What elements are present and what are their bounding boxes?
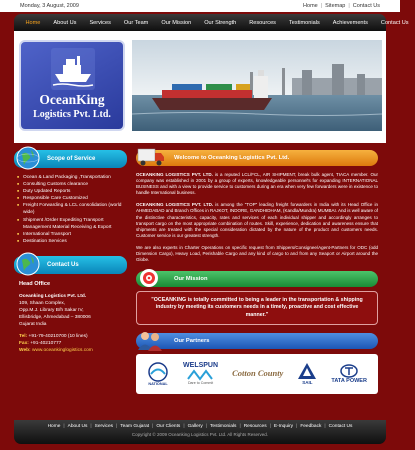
target-icon <box>136 267 166 289</box>
intro-paragraph-3: We are also experts in Charter Operations on specific request from Shippers/Consignee/Agent-Partners for ODC (odd Dimension Cargo), Heavy Load, Perishable Cargo and any kind of cargo to and from any Seaport or Airport around the Globe. <box>136 244 378 263</box>
footer-link-team-gujarat[interactable]: Team Gujarat <box>120 424 150 429</box>
address-line: 109, Shaan Complex, <box>19 300 66 306</box>
tel-label: Tel: <box>19 333 28 339</box>
nav-item-about-us[interactable]: About Us <box>53 19 77 26</box>
service-item[interactable]: ■ Responsible Care Customized <box>14 195 127 202</box>
top-link-home[interactable]: Home <box>303 3 318 9</box>
address-line: Ellisbridge, Ahmedabad – 380006 <box>19 314 91 320</box>
footer-link-contact-us[interactable]: Contact Us <box>328 424 353 429</box>
ship-icon <box>51 48 95 90</box>
contact-details <box>14 281 127 354</box>
services-list <box>14 174 127 245</box>
nav-item-contact-us[interactable]: Contact Us <box>380 19 409 26</box>
separator: | <box>116 424 118 429</box>
welspun-logo-icon <box>186 369 216 381</box>
partner-logo-cotton-county[interactable] <box>232 357 283 391</box>
top-link-contact[interactable]: Contact Us <box>352 3 380 9</box>
footer-link-e-inquiry[interactable]: E-Inquiry <box>273 424 294 429</box>
separator: | <box>320 3 323 9</box>
footer-link-testimonials[interactable]: Testimonials <box>210 424 237 429</box>
mission-title: Our Mission <box>174 276 208 283</box>
separator: | <box>324 424 326 429</box>
footer-link-services[interactable]: Services <box>94 424 114 429</box>
nav-item-our-team[interactable]: Our Team <box>123 19 149 26</box>
service-item[interactable]: ■ Shipment /Order Expediting Transport Management Material Receiving & Export <box>14 217 127 231</box>
company-name: OCEANKING LOGISTICS PVT. LTD. <box>136 172 213 177</box>
partner-logo-sail[interactable] <box>297 357 317 391</box>
sail-logo-icon <box>297 362 317 380</box>
scope-title: Scope of Service <box>47 156 96 162</box>
top-link-sitemap[interactable]: Sitemap <box>325 3 346 9</box>
web-label: Web: <box>19 347 31 353</box>
partners-title: Our Partners <box>174 337 210 344</box>
nav-item-resources[interactable]: Resources <box>249 19 276 26</box>
separator: | <box>269 424 271 429</box>
separator: | <box>183 424 185 429</box>
mission-heading <box>136 271 378 287</box>
fax-value: +91-40210777 <box>30 340 62 346</box>
partner-name: WELSPUN <box>183 362 219 370</box>
partner-logo-welspun[interactable] <box>183 357 218 391</box>
copyright: Copyright © 2009 Oceanking Logistics Pvt. Ltd. All Rights Reserved. <box>131 432 269 437</box>
partners-logos <box>136 354 378 394</box>
nav-item-home[interactable]: Home <box>25 19 41 26</box>
people-icon <box>136 329 166 351</box>
service-item[interactable]: ■ Ocean & Land Packaging ,Transportation <box>14 174 127 181</box>
tel-value: +91-79-40210700 (10 lines) <box>28 333 88 339</box>
nav-item-our-strength[interactable]: Our Strength <box>204 19 237 26</box>
partner-name: SAIL <box>302 380 313 386</box>
current-date: Monday, 3 August, 2009 <box>20 3 79 9</box>
fax-row <box>19 340 127 347</box>
mission-statement: "OCEANKING is totally committed to being a leader in the transportation & shipping industry by meeting its customers needs in a timely, proactive and cost effective manner." <box>136 291 378 325</box>
separator: | <box>63 424 65 429</box>
company-name: OCEANKING LOGISTICS PVT. LTD. <box>136 202 214 208</box>
contact-company-name: Oceanking Logistics Pvt. Ltd. <box>19 293 87 299</box>
logo-title: OceanKing <box>39 92 105 107</box>
header <box>14 31 386 143</box>
separator: | <box>152 424 154 429</box>
nav-item-our-mission[interactable]: Our Mission <box>161 19 192 26</box>
main-content <box>136 150 378 394</box>
partner-name: TATA POWER <box>331 377 367 384</box>
partner-tagline: Dare to Commit <box>187 381 214 386</box>
nav-item-testimonials[interactable]: Testimonials <box>288 19 320 26</box>
service-item[interactable]: ■ Consulting Customs clearance <box>14 181 127 188</box>
partners-heading <box>136 333 378 349</box>
service-item[interactable]: ■ Freight Forwarding & LCL consolidation (world wide) <box>14 202 127 216</box>
scope-of-service-heading <box>14 150 127 168</box>
service-item[interactable]: ■ Duty Updated Reports <box>14 188 127 195</box>
partner-logo-tata-power[interactable] <box>331 357 367 391</box>
footer-link-gallery[interactable]: Gallery <box>187 424 203 429</box>
footer-link-our-clients[interactable]: Our Clients <box>156 424 181 429</box>
national-logo-icon <box>147 362 169 382</box>
top-bar <box>0 0 400 12</box>
footer <box>14 420 386 444</box>
footer-link-about-us[interactable]: About Us <box>67 424 88 429</box>
sidebar <box>14 150 127 354</box>
separator: | <box>348 3 350 9</box>
telephone-row <box>19 333 127 340</box>
globe-icon <box>16 146 40 170</box>
footer-link-resources[interactable]: Resources <box>243 424 267 429</box>
company-logo[interactable] <box>19 40 125 131</box>
tata-logo-icon <box>340 364 358 378</box>
partner-name: Cotton County <box>232 368 284 379</box>
paragraph-text: is among the "TOP" leading freight forwarders in India with its Head Office in AHMEDABAD and Branch Offices in RAJKOT, INDORE, GANDHIDHAM, (Kandla/Mundra) MUMBAI. And is well aware of the distinctive characteristics, capacity, rates and services of each individual shipper and accordingly arranges to transport cargo on the most appropriate combination of routes. Skill, experience, dedication and awareness ensure that shipments are treated with the special consideration dictated by the nature of the product and customers needs. Customer service is our greatest strength. <box>136 202 379 238</box>
harbour-banner-image <box>132 40 382 131</box>
separator: | <box>205 424 208 429</box>
service-item[interactable]: ■ International Transport <box>14 231 127 238</box>
logo-subtitle: Logistics Pvt. Ltd. <box>33 109 111 120</box>
address-line: Opp.M.J. Library B/h Sakar IV, <box>19 307 84 313</box>
service-item[interactable]: ■ Destination Services <box>14 238 127 245</box>
website-link[interactable]: www.oceankinglogistics.com <box>31 347 93 353</box>
welcome-title: Welcome to Oceanking Logistics Pvt. Ltd. <box>174 155 290 161</box>
fax-label: Fax: <box>19 340 29 346</box>
website-row <box>19 347 127 354</box>
address-line: Gujarat India <box>19 321 47 327</box>
head-office-label: Head Office <box>19 280 51 287</box>
nav-item-services[interactable]: Services <box>89 19 111 26</box>
footer-link-feedback[interactable]: Feedback <box>300 424 322 429</box>
footer-link-home[interactable]: Home <box>47 424 61 429</box>
paragraph-text: is a reputed LCL/FCL, AIR SHIPMENT, break bulk agent, TIACA member. Our company was established in 2001 by a group of experts, knowledgeable personnel's for expanding INTERNATIONAL BUSINESS and with a view to provide service to customers during an era when very few forwarders were in existence to handle International business. <box>136 172 379 196</box>
truck-icon <box>136 146 166 168</box>
intro-paragraph-1 <box>136 172 378 196</box>
contact-title: Contact Us <box>47 261 79 268</box>
partner-logo-national[interactable] <box>147 357 169 391</box>
separator: | <box>296 424 298 429</box>
separator: | <box>90 424 92 429</box>
nav-item-achievements[interactable]: Achievements <box>332 19 368 26</box>
contact-us-heading <box>14 256 127 274</box>
footer-links <box>14 420 386 429</box>
partner-name: NATIONAL <box>148 381 168 386</box>
main-nav <box>14 14 409 31</box>
intro-paragraph-2 <box>136 202 378 239</box>
top-links <box>303 3 380 9</box>
separator: | <box>239 424 241 429</box>
welcome-heading <box>136 150 378 166</box>
globe-icon <box>16 252 40 276</box>
